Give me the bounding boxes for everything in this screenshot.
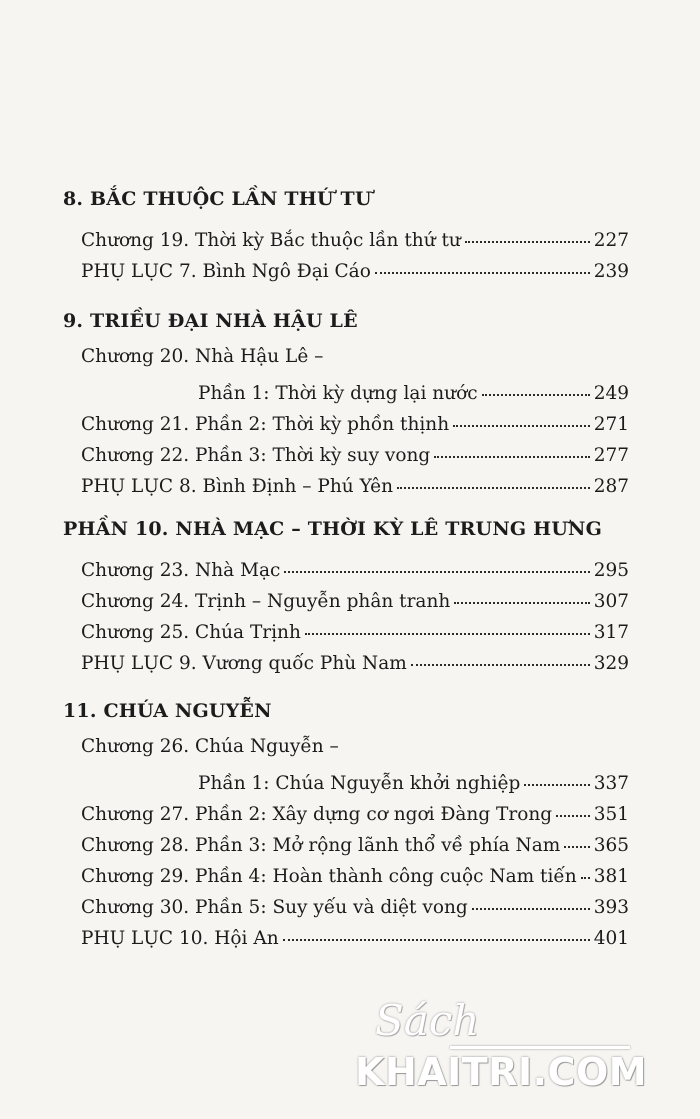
leader-dots	[453, 405, 590, 427]
entry-label: Chương 24. Trịnh – Nguyễn phân tranh	[81, 591, 451, 612]
entry-page-number: 277	[593, 445, 629, 466]
toc-entry	[81, 408, 629, 438]
leader-dots	[482, 374, 590, 396]
entry-page-number: 329	[593, 653, 629, 674]
leader-dots	[305, 613, 590, 635]
entry-page-number: 239	[593, 261, 629, 282]
section-title: 9. TRIỀU ĐẠI NHÀ HẬU LÊ	[63, 310, 358, 332]
leader-dots	[283, 919, 590, 941]
watermark-script-text: Sách	[375, 996, 480, 1045]
entry-label: Phần 1: Chúa Nguyễn khởi nghiệp	[198, 773, 521, 794]
toc-entry	[81, 224, 629, 254]
toc-entry	[81, 922, 629, 952]
entry-page-number: 287	[593, 476, 629, 497]
watermark-underline	[450, 1046, 630, 1049]
entry-page-number: 271	[593, 414, 629, 435]
watermark-logo	[355, 990, 685, 1100]
section-title: 8. BẮC THUỘC LẦN THỨ TƯ	[63, 188, 372, 210]
leader-dots	[581, 857, 590, 879]
entry-label: Chương 27. Phần 2: Xây dựng cơ ngơi Đàng Trong	[81, 804, 553, 825]
entry-label: Chương 28. Phần 3: Mở rộng lãnh thổ về phía Nam	[81, 835, 561, 856]
entry-page-number: 393	[593, 897, 629, 918]
entry-label: Chương 22. Phần 3: Thời kỳ suy vong	[81, 445, 431, 466]
entry-page-number: 365	[593, 835, 629, 856]
entry-label: PHỤ LỤC 9. Vương quốc Phù Nam	[81, 653, 407, 674]
section-title: 11. CHÚA NGUYỄN	[63, 700, 272, 722]
toc-entry	[81, 891, 629, 921]
entry-page-number: 337	[593, 773, 629, 794]
watermark-site-text: KHAITRI.COM	[355, 1050, 648, 1094]
entry-label: PHỤ LỤC 7. Bình Ngô Đại Cáo	[81, 261, 371, 282]
toc-entry	[81, 616, 629, 646]
entry-label: Chương 20. Nhà Hậu Lê –	[81, 346, 324, 367]
leader-dots	[524, 764, 589, 786]
entry-label: Phần 1: Thời kỳ dựng lại nước	[198, 383, 478, 404]
leader-dots	[454, 582, 589, 604]
entry-page-number: 351	[593, 804, 629, 825]
leader-dots	[411, 644, 590, 666]
leader-dots	[556, 795, 590, 817]
entry-page-number: 249	[593, 383, 629, 404]
leader-dots	[284, 551, 589, 573]
toc-entry	[81, 439, 629, 469]
entry-page-number: 381	[593, 866, 629, 887]
entry-label: PHỤ LỤC 10. Hội An	[81, 928, 279, 949]
leader-dots	[472, 888, 590, 910]
entry-page-number: 317	[593, 622, 629, 643]
toc-entry	[81, 860, 629, 890]
toc-entry	[81, 829, 629, 859]
entry-label: Chương 23. Nhà Mạc	[81, 560, 281, 581]
leader-dots	[564, 826, 589, 848]
leader-dots	[375, 252, 590, 274]
entry-page-number: 227	[593, 230, 629, 251]
entry-label: Chương 21. Phần 2: Thời kỳ phồn thịnh	[81, 414, 450, 435]
toc-entry	[81, 798, 629, 828]
toc-entry	[81, 554, 629, 584]
toc-entry	[198, 767, 629, 797]
entry-page-number: 401	[593, 928, 629, 949]
leader-dots	[434, 436, 589, 458]
entry-page-number: 307	[593, 591, 629, 612]
toc-entry	[81, 346, 629, 376]
toc-entry	[81, 255, 629, 285]
leader-dots	[465, 221, 590, 243]
entry-label: Chương 26. Chúa Nguyễn –	[81, 736, 339, 757]
toc-entry	[81, 470, 629, 500]
toc-entry	[81, 736, 629, 766]
section-title: PHẦN 10. NHÀ MẠC – THỜI KỲ LÊ TRUNG HƯNG	[63, 518, 603, 540]
entry-page-number: 295	[593, 560, 629, 581]
entry-label: PHỤ LỤC 8. Bình Định – Phú Yên	[81, 476, 394, 497]
toc-entry	[198, 377, 629, 407]
entry-label: Chương 25. Chúa Trịnh	[81, 622, 301, 643]
toc-entry	[81, 585, 629, 615]
entry-label: Chương 19. Thời kỳ Bắc thuộc lần thứ tư	[81, 230, 461, 251]
leader-dots	[397, 467, 590, 489]
entry-label: Chương 29. Phần 4: Hoàn thành công cuộc Nam tiến	[81, 866, 577, 887]
entry-label: Chương 30. Phần 5: Suy yếu và diệt vong	[81, 897, 468, 918]
toc-entry	[81, 647, 629, 677]
